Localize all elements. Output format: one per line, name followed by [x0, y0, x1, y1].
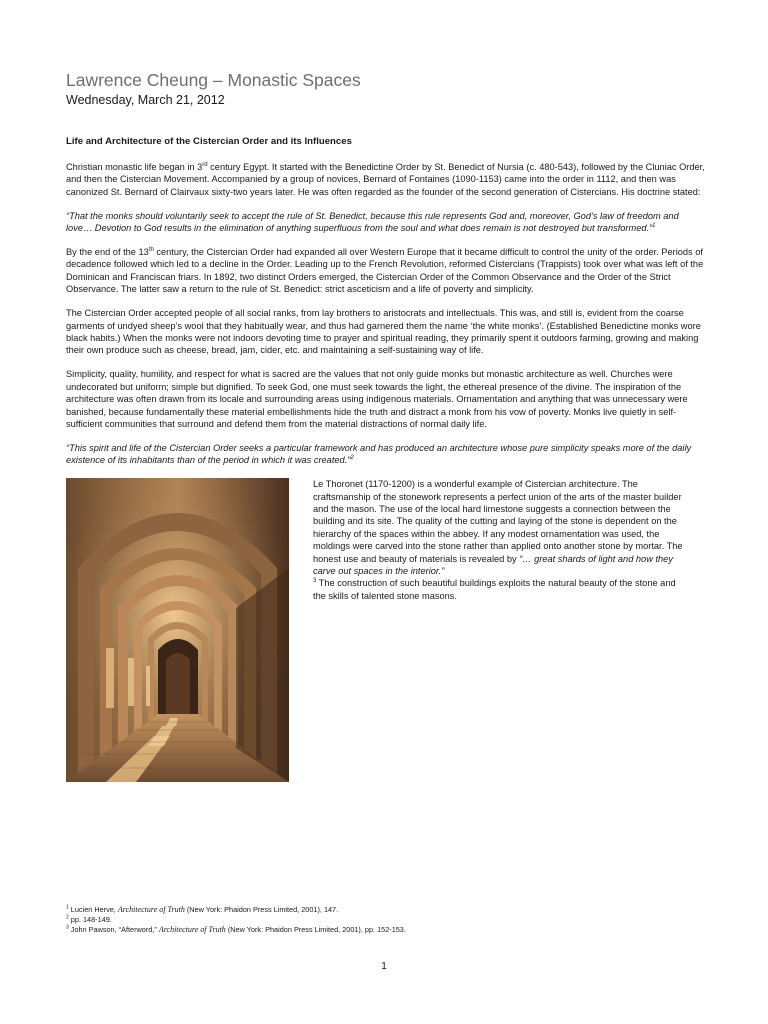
paragraph-expansion: By the end of the 13th century, the Cistercian Order had expanded all over Western Europe that it became difficult to control the unity of the order. Periods of decadence followed which led to a decline in the Order. Leading up to the French Revolution, reformed Cistercians (Trappists) took over what was left of the Dominican and Franciscan friars. In 1892, two distinct Orders emerged, the Cistercian Order of the Common Observance and the Order of the Strict Observance. The latter saw a return to the rule of St. Benedict: strict asceticism and a life of poverty and simplicity. — [66, 246, 704, 295]
quote-framework: “This spirit and life of the Cistercian Order seeks a particular framework and has produced an architecture whose pure simplicity speaks more of the daily existence of its inhabitants than of the period in which it was created.”$^2$ — [66, 442, 692, 466]
figure-row — [66, 478, 706, 782]
le-thoronet-text — [313, 478, 688, 602]
footnote-ref-2[interactable]: 2 — [350, 455, 354, 462]
footnote-1: $^1$ Lucien Herve, Architecture of Truth (New York: Phaidon Press Limited, 2001), 147. — [66, 904, 339, 914]
page-date: Wednesday, March 21, 2012 — [66, 93, 225, 107]
paragraph-values: Simplicity, quality, humility, and respect for what is sacred are the values that not only guide monks but monastic architecture as well. Churches were undecorated but uniform; simple but dignified. To seek God, one must seek towards the light, the ethereal presence of the divine. The inspiration of the architecture was often drawn from its locale and surrounding areas using indigenous materials. Ornamentation and anything that was unnecessary were banished, because fundamentally these material embellishments hide the truth and distract a monk from his vow of poverty. Monks live quietly in self-sufficient communities that surround and defend them from the material distractions of normal daily life. — [66, 369, 688, 429]
page-number: 1 — [381, 961, 387, 972]
quote-doctrine: “That the monks should voluntarily seek to accept the rule of St. Benedict, because this rule represents God and, moreover, God’s law of freedom and love… Devotion to God results in the elimination of anything superfluous from the soul and what does remain is not destroyed but transformed.”$^1$ — [66, 210, 679, 234]
footnotes — [66, 905, 706, 935]
footnote-2: $^2$ pp. 148-149. — [66, 914, 112, 924]
article-body — [66, 161, 706, 782]
article-heading: Life and Architecture of the Cistercian Order and its Influences — [66, 136, 352, 147]
paragraph-social-ranks: The Cistercian Order accepted people of all social ranks, from lay brothers to aristocrats and intellectuals. This was, and still is, evident from the coarse garments of undyed sheep’s wool that they habitually wear, and thus had garnered them the name ‘the white monks’. (Established Benedictine monks wore black habits.) When the monks were not indoors devoting time to prayer and spiritual reading, they primarily spent it outdoors farming, growing and making their own produce such as cheese, bread, jam, cider, etc. and maintaining a self-sustaining way of life. — [66, 308, 701, 356]
paragraph-origins: Christian monastic life began in 3rd century Egypt. It started with the Benedictine Order by St. Benedict of Nursia (c. 480-543), followed by the Cluniac Order, and then the Cistercian Movement. Accompanied by a group of novices, Bernard of Fontaines (1090-1153) came into the order in 1112, and then was canonized St. Bernard of Clairvaux sixty-two years later. He was often regarded as the founder of the second generation of Cistercians. His doctrine stated: — [66, 161, 705, 197]
footnote-ref-1[interactable]: 1 — [652, 223, 656, 230]
footnote-3: $^3$ John Pawson, “Afterword,” Architecture of Truth (New York: Phaidon Press Limited, 2001), pp. 152-153. — [66, 924, 406, 934]
cloister-arcade-photo — [66, 478, 289, 782]
footnote-ref-3[interactable]: 3 — [313, 578, 317, 585]
page-title: Lawrence Cheung – Monastic Spaces — [66, 70, 361, 90]
paragraph-le-thoronet: Le Thoronet (1170-1200) is a wonderful example of Cistercian architecture. The craftsmanship of the stonework represents a perfect union of the arts of the master builder and the mason. The use of the local hard limestone suggests a connection between the building and its site. The quality of the cutting and laying of the stone is dependent on the hierarchy of the spaces within the abbey. If any modest ornamentation was used, the moldings were carved into the stone rather than applied onto another stone by mortar. The honest use and beauty of materials is revealed by “… great shards of light and how they carve out spaces in the interior.” $^3$ The construction of such beautiful buildings exploits the natural beauty of the stone and the skills of talented stone masons. — [313, 479, 683, 601]
